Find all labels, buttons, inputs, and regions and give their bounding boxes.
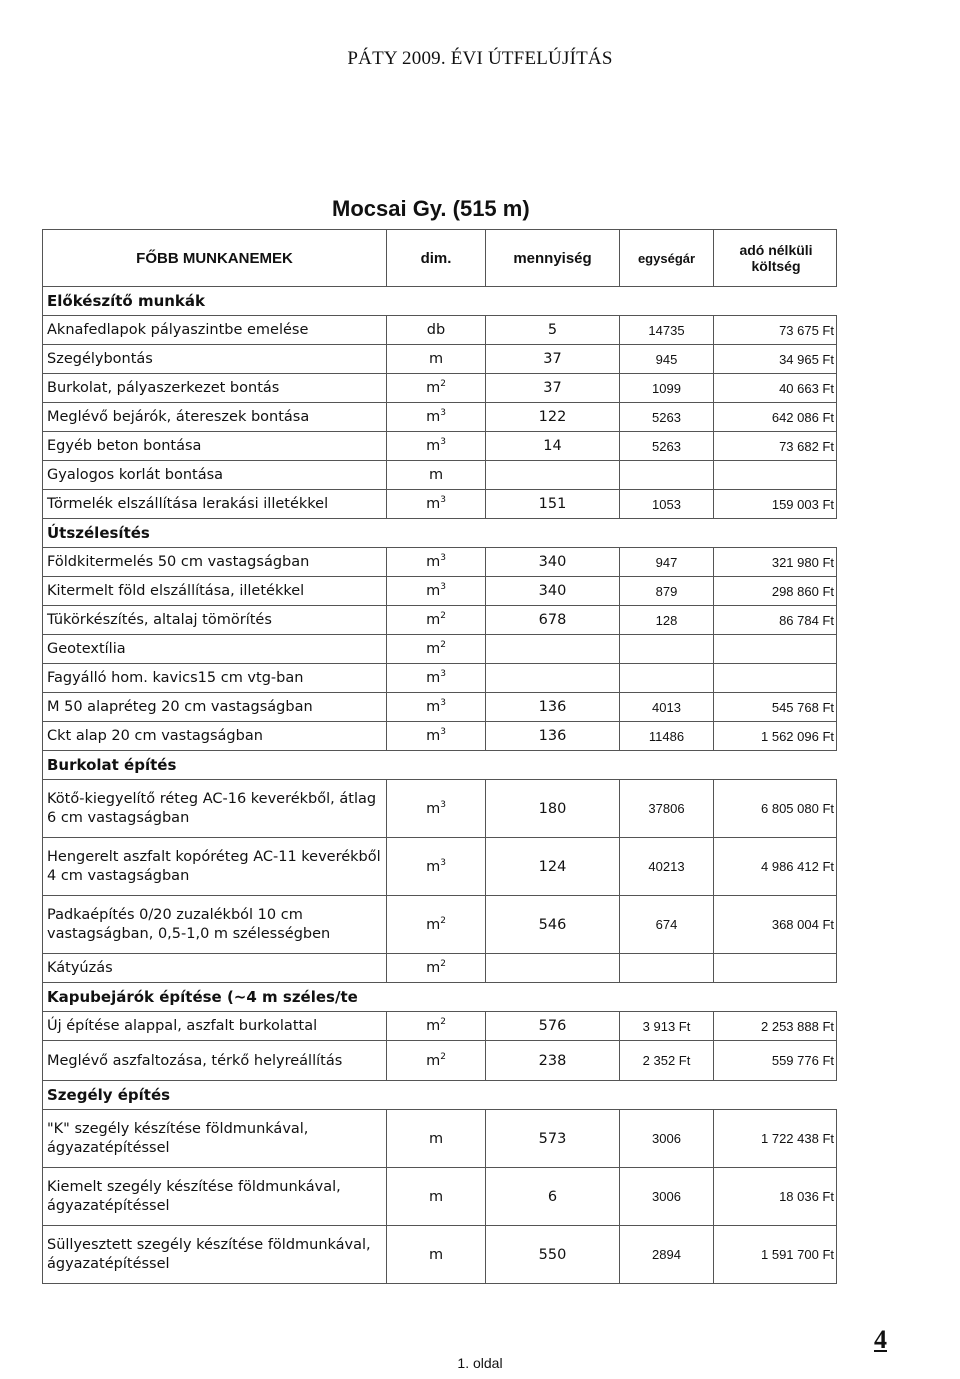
quantity-cell: 238 bbox=[486, 1041, 620, 1081]
work-item-name: Egyéb beton bontása bbox=[43, 432, 387, 461]
section-header-row bbox=[43, 983, 837, 1012]
section-title: Kapubejárók építése (~4 m széles/te bbox=[43, 983, 837, 1012]
dimension-unit: m bbox=[426, 699, 441, 715]
dimension-exponent: 3 bbox=[440, 698, 446, 709]
table-row bbox=[43, 664, 837, 693]
dimension-cell bbox=[387, 577, 486, 606]
section-title: Útszélesítés bbox=[43, 519, 837, 548]
unit-price-cell bbox=[620, 461, 714, 490]
dimension-unit: m bbox=[426, 641, 441, 657]
cost-cell bbox=[714, 635, 837, 664]
work-item-name: Meglévő bejárók, átereszek bontása bbox=[43, 403, 387, 432]
dimension-exponent: 2 bbox=[440, 915, 446, 926]
work-item-name: Hengerelt aszfalt kopóréteg AC-11 keverékből 4 cm vastagságban bbox=[43, 838, 387, 896]
unit-price-cell bbox=[620, 664, 714, 693]
unit-price-cell: 40213 bbox=[620, 838, 714, 896]
table-row bbox=[43, 954, 837, 983]
dimension-exponent: 2 bbox=[440, 640, 446, 651]
dimension-cell bbox=[387, 606, 486, 635]
cost-cell: 86 784 Ft bbox=[714, 606, 837, 635]
dimension-cell bbox=[387, 1041, 486, 1081]
unit-price-cell: 3006 bbox=[620, 1168, 714, 1226]
dimension-cell bbox=[387, 1168, 486, 1226]
work-item-name: Fagyálló hom. kavics15 cm vtg-ban bbox=[43, 664, 387, 693]
work-item-name: Süllyesztett szegély készítése földmunkával, ágyazatépítéssel bbox=[43, 1226, 387, 1284]
unit-price-cell: 674 bbox=[620, 896, 714, 954]
dimension-unit: m bbox=[426, 554, 441, 570]
work-item-name: Padkaépítés 0/20 zuzalékból 10 cm vastagságban, 0,5-1,0 m szélességben bbox=[43, 896, 387, 954]
table-row bbox=[43, 1168, 837, 1226]
quantity-cell: 14 bbox=[486, 432, 620, 461]
cost-cell: 559 776 Ft bbox=[714, 1041, 837, 1081]
dimension-cell bbox=[387, 490, 486, 519]
cost-cell: 18 036 Ft bbox=[714, 1168, 837, 1226]
cost-cell: 1 562 096 Ft bbox=[714, 722, 837, 751]
table-row bbox=[43, 635, 837, 664]
dimension-cell bbox=[387, 780, 486, 838]
dimension-cell bbox=[387, 1110, 486, 1168]
dimension-cell bbox=[387, 316, 486, 345]
table-row bbox=[43, 1012, 837, 1041]
quantity-cell bbox=[486, 635, 620, 664]
work-item-name: M 50 alapréteg 20 cm vastagságban bbox=[43, 693, 387, 722]
dimension-exponent: 3 bbox=[440, 857, 446, 868]
quantity-cell: 678 bbox=[486, 606, 620, 635]
dimension-cell bbox=[387, 635, 486, 664]
table-row bbox=[43, 838, 837, 896]
header-work-type: FŐBB MUNKANEMEK bbox=[43, 230, 387, 287]
dimension-unit: m bbox=[426, 438, 441, 454]
work-items-table bbox=[42, 229, 837, 1284]
unit-price-cell: 14735 bbox=[620, 316, 714, 345]
unit-price-cell: 4013 bbox=[620, 693, 714, 722]
dimension-unit: m bbox=[426, 800, 441, 817]
dimension-exponent: 3 bbox=[440, 582, 446, 593]
unit-price-cell: 945 bbox=[620, 345, 714, 374]
table-row bbox=[43, 345, 837, 374]
work-item-name: Kitermelt föld elszállítása, illetékkel bbox=[43, 577, 387, 606]
dimension-exponent: 3 bbox=[440, 799, 446, 810]
table-row bbox=[43, 490, 837, 519]
dimension-cell bbox=[387, 345, 486, 374]
work-item-name: Kötő-kiegyelítő réteg AC-16 keverékből, átlag 6 cm vastagságban bbox=[43, 780, 387, 838]
unit-price-cell: 37806 bbox=[620, 780, 714, 838]
table-body bbox=[43, 287, 837, 1284]
dimension-exponent: 2 bbox=[440, 1051, 446, 1062]
dimension-exponent: 3 bbox=[440, 437, 446, 448]
section-header-row bbox=[43, 519, 837, 548]
quantity-cell bbox=[486, 664, 620, 693]
dimension-unit: m bbox=[426, 1018, 441, 1034]
cost-cell: 642 086 Ft bbox=[714, 403, 837, 432]
table-row bbox=[43, 403, 837, 432]
quantity-cell: 136 bbox=[486, 722, 620, 751]
dimension-exponent: 2 bbox=[440, 1017, 446, 1028]
dimension-exponent: 3 bbox=[440, 495, 446, 506]
quantity-cell: 151 bbox=[486, 490, 620, 519]
cost-cell: 298 860 Ft bbox=[714, 577, 837, 606]
section-title: Burkolat építés bbox=[43, 751, 837, 780]
work-item-name: Burkolat, pályaszerkezet bontás bbox=[43, 374, 387, 403]
quantity-cell: 550 bbox=[486, 1226, 620, 1284]
quantity-cell: 576 bbox=[486, 1012, 620, 1041]
unit-price-cell bbox=[620, 635, 714, 664]
document-header: PÁTY 2009. ÉVI ÚTFELÚJÍTÁS bbox=[347, 48, 613, 69]
dimension-unit: m bbox=[426, 728, 441, 744]
quantity-cell: 180 bbox=[486, 780, 620, 838]
quantity-cell: 122 bbox=[486, 403, 620, 432]
unit-price-cell: 1053 bbox=[620, 490, 714, 519]
work-item-name: Geotextília bbox=[43, 635, 387, 664]
unit-price-cell: 5263 bbox=[620, 432, 714, 461]
work-item-name: Tükörkészítés, altalaj tömörítés bbox=[43, 606, 387, 635]
section-title: Előkészítő munkák bbox=[43, 287, 837, 316]
cost-cell: 368 004 Ft bbox=[714, 896, 837, 954]
header-dim: dim. bbox=[387, 230, 486, 287]
dimension-unit: m bbox=[426, 916, 441, 933]
cost-cell: 4 986 412 Ft bbox=[714, 838, 837, 896]
dimension-unit: m bbox=[426, 496, 441, 512]
table-row bbox=[43, 1110, 837, 1168]
table-row bbox=[43, 548, 837, 577]
table-row bbox=[43, 461, 837, 490]
quantity-cell: 37 bbox=[486, 374, 620, 403]
cost-cell: 73 675 Ft bbox=[714, 316, 837, 345]
dimension-cell bbox=[387, 548, 486, 577]
dimension-exponent: 2 bbox=[440, 611, 446, 622]
dimension-unit: m bbox=[426, 409, 441, 425]
dimension-exponent: 2 bbox=[440, 959, 446, 970]
section-header-row bbox=[43, 751, 837, 780]
unit-price-cell: 11486 bbox=[620, 722, 714, 751]
dimension-cell bbox=[387, 432, 486, 461]
quantity-cell: 5 bbox=[486, 316, 620, 345]
cost-cell: 2 253 888 Ft bbox=[714, 1012, 837, 1041]
unit-price-cell: 879 bbox=[620, 577, 714, 606]
header-quantity: mennyiség bbox=[486, 230, 620, 287]
quantity-cell: 37 bbox=[486, 345, 620, 374]
dimension-exponent: 3 bbox=[440, 727, 446, 738]
work-item-name: "K" szegély készítése földmunkával, ágyazatépítéssel bbox=[43, 1110, 387, 1168]
dimension-unit: m bbox=[426, 612, 441, 628]
dimension-unit: m bbox=[426, 670, 441, 686]
section-header-row bbox=[43, 287, 837, 316]
dimension-unit: m bbox=[428, 1246, 444, 1263]
section-title: Szegély építés bbox=[43, 1081, 837, 1110]
dimension-cell bbox=[387, 1012, 486, 1041]
quantity-cell bbox=[486, 954, 620, 983]
dimension-cell bbox=[387, 403, 486, 432]
work-item-name: Meglévő aszfaltozása, térkő helyreállítás bbox=[43, 1041, 387, 1081]
dimension-cell bbox=[387, 954, 486, 983]
work-item-name: Ckt alap 20 cm vastagságban bbox=[43, 722, 387, 751]
quantity-cell: 573 bbox=[486, 1110, 620, 1168]
table-row bbox=[43, 693, 837, 722]
cost-cell: 545 768 Ft bbox=[714, 693, 837, 722]
unit-price-cell: 5263 bbox=[620, 403, 714, 432]
header-unit-price: egységár bbox=[620, 230, 714, 287]
dimension-unit: m bbox=[426, 1052, 441, 1069]
quantity-cell: 546 bbox=[486, 896, 620, 954]
work-item-name: Új építése alappal, aszfalt burkolattal bbox=[43, 1012, 387, 1041]
dimension-unit: m bbox=[426, 960, 441, 976]
handwritten-page-number: 4 bbox=[874, 1325, 887, 1354]
dimension-exponent: 2 bbox=[440, 379, 446, 390]
dimension-cell bbox=[387, 1226, 486, 1284]
quantity-cell: 340 bbox=[486, 548, 620, 577]
work-item-name: Szegélybontás bbox=[43, 345, 387, 374]
dimension-exponent: 3 bbox=[440, 669, 446, 680]
table-row bbox=[43, 780, 837, 838]
dimension-cell bbox=[387, 461, 486, 490]
quantity-cell: 136 bbox=[486, 693, 620, 722]
dimension-unit: m bbox=[428, 351, 444, 367]
dimension-cell bbox=[387, 374, 486, 403]
table-row bbox=[43, 722, 837, 751]
table-row bbox=[43, 606, 837, 635]
cost-cell: 159 003 Ft bbox=[714, 490, 837, 519]
work-item-name: Földkitermelés 50 cm vastagságban bbox=[43, 548, 387, 577]
table-row bbox=[43, 1226, 837, 1284]
table-row bbox=[43, 896, 837, 954]
work-item-name: Kátyúzás bbox=[43, 954, 387, 983]
page-footer: 1. oldal bbox=[457, 1355, 503, 1371]
cost-cell bbox=[714, 461, 837, 490]
table-row bbox=[43, 1041, 837, 1081]
table-row bbox=[43, 316, 837, 345]
unit-price-cell: 3006 bbox=[620, 1110, 714, 1168]
table-row bbox=[43, 432, 837, 461]
work-item-name: Gyalogos korlát bontása bbox=[43, 461, 387, 490]
cost-cell: 40 663 Ft bbox=[714, 374, 837, 403]
dimension-exponent: 3 bbox=[440, 408, 446, 419]
cost-cell: 321 980 Ft bbox=[714, 548, 837, 577]
quantity-cell: 6 bbox=[486, 1168, 620, 1226]
unit-price-cell: 2894 bbox=[620, 1226, 714, 1284]
cost-cell: 1 722 438 Ft bbox=[714, 1110, 837, 1168]
quantity-cell: 340 bbox=[486, 577, 620, 606]
table-header-row bbox=[43, 230, 837, 287]
dimension-unit: m bbox=[426, 380, 441, 396]
work-item-name: Kiemelt szegély készítése földmunkával, ágyazatépítéssel bbox=[43, 1168, 387, 1226]
quantity-cell bbox=[486, 461, 620, 490]
unit-price-cell: 1099 bbox=[620, 374, 714, 403]
dimension-unit: m bbox=[428, 1188, 444, 1205]
header-cost: adó nélküli költség bbox=[714, 230, 837, 287]
table-row bbox=[43, 374, 837, 403]
dimension-cell bbox=[387, 664, 486, 693]
road-section-title: Mocsai Gy. (515 m) bbox=[332, 196, 530, 221]
unit-price-cell: 2 352 Ft bbox=[620, 1041, 714, 1081]
dimension-unit: m bbox=[428, 467, 444, 483]
quantity-cell: 124 bbox=[486, 838, 620, 896]
dimension-exponent: 3 bbox=[440, 553, 446, 564]
work-item-name: Törmelék elszállítása lerakási illetékkel bbox=[43, 490, 387, 519]
dimension-cell bbox=[387, 896, 486, 954]
cost-cell: 34 965 Ft bbox=[714, 345, 837, 374]
section-header-row bbox=[43, 1081, 837, 1110]
dimension-unit: m bbox=[426, 858, 441, 875]
work-item-name: Aknafedlapok pályaszintbe emelése bbox=[43, 316, 387, 345]
dimension-cell bbox=[387, 693, 486, 722]
cost-cell: 73 682 Ft bbox=[714, 432, 837, 461]
unit-price-cell: 947 bbox=[620, 548, 714, 577]
dimension-unit: db bbox=[426, 322, 446, 338]
unit-price-cell bbox=[620, 954, 714, 983]
dimension-unit: m bbox=[426, 583, 441, 599]
unit-price-cell: 3 913 Ft bbox=[620, 1012, 714, 1041]
table-row bbox=[43, 577, 837, 606]
cost-cell bbox=[714, 954, 837, 983]
cost-cell: 1 591 700 Ft bbox=[714, 1226, 837, 1284]
cost-cell bbox=[714, 664, 837, 693]
dimension-unit: m bbox=[428, 1130, 444, 1147]
dimension-cell bbox=[387, 838, 486, 896]
unit-price-cell: 128 bbox=[620, 606, 714, 635]
dimension-cell bbox=[387, 722, 486, 751]
cost-cell: 6 805 080 Ft bbox=[714, 780, 837, 838]
